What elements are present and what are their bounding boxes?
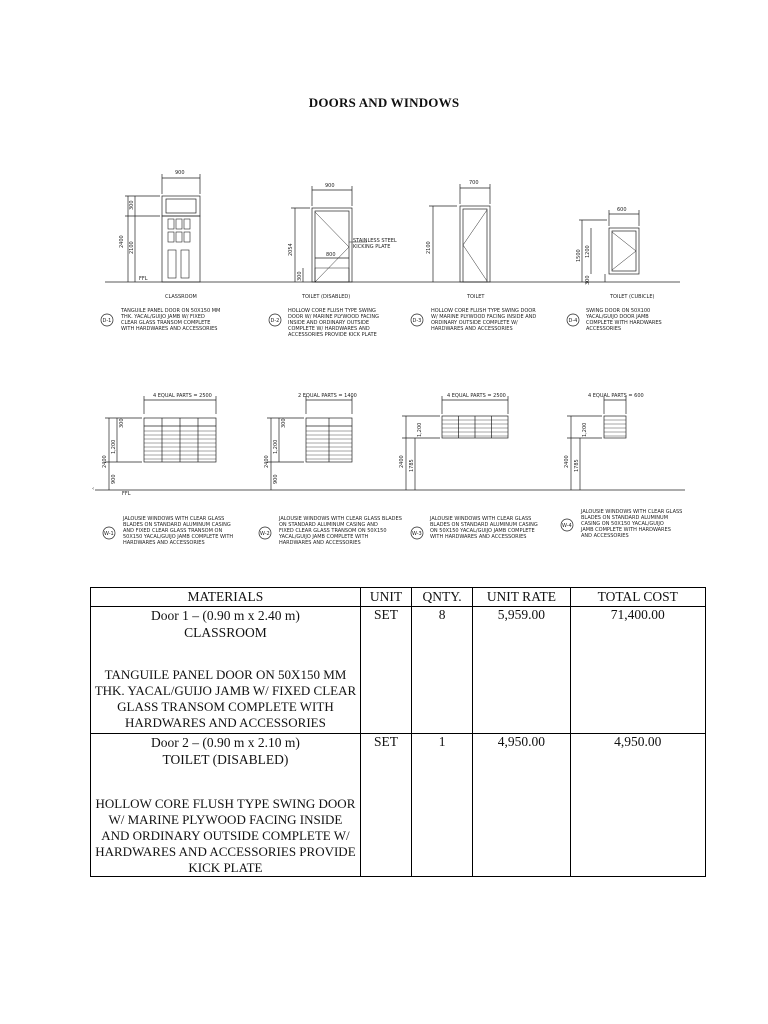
svg-text:D-3: D-3 (412, 318, 422, 324)
table-row (91, 607, 706, 734)
d4-note-2: YACAL/GUIJO DOOR JAMB (586, 314, 649, 320)
w2-note-1: JALOUSIE WINDOWS WITH CLEAR GLASS BLADES (279, 516, 402, 522)
header-total-cost: TOTAL COST (570, 588, 705, 607)
d4-note-1: SWING DOOR ON 50X100 (586, 308, 651, 314)
d3-tag (411, 314, 423, 326)
d4-bottom-dim: 300 (585, 275, 591, 285)
row-description: HOLLOW CORE FLUSH TYPE SWING DOOR W/ MARINE PLYWOOD FACING INSIDE AND ORDINARY OUTSIDE COMPLETE W/ HARDWARES AND ACCESSORIES PROVIDE KICK PLATE (95, 796, 356, 875)
d2-note-1: HOLLOW CORE FLUSH TYPE SWING (288, 308, 376, 314)
d3-note-1: HOLLOW CORE FLUSH TYPE SWING DOOR (431, 308, 536, 314)
page-title: DOORS AND WINDOWS (308, 95, 460, 110)
d1-room-label: CLASSROOM (165, 294, 197, 300)
d2-tag (269, 314, 281, 326)
w1-height-dim: 2400 (102, 455, 108, 468)
w1-ffl-label: FFL (122, 491, 131, 497)
row-materials-cell (91, 607, 361, 734)
header-unit: UNIT (360, 588, 411, 607)
w3-note-4: WITH HARDWARES AND ACCESSORIES (430, 534, 527, 540)
w4-note-3: CASING ON 50X150 YACAL/GUIJO (581, 521, 664, 527)
w4-note-1: JALOUSIE WINDOWS WITH CLEAR GLASS (581, 509, 683, 515)
d2-note-3: INSIDE AND ORDINARY OUTSIDE (288, 320, 370, 326)
d3-note-4: HARDWARES AND ACCESSORIES (431, 326, 513, 332)
row-room: CLASSROOM (184, 625, 267, 640)
d1-note-4: WITH HARDWARES AND ACCESSORIES (121, 326, 218, 332)
w2-note-5: HARDWARES AND ACCESSORIES (279, 540, 361, 546)
d1-note-3: CLEAR GLASS TRANSOM COMPLETE (121, 320, 211, 326)
header-qnty: QNTY. (412, 588, 473, 607)
w4-note-5: AND ACCESSORIES (581, 533, 629, 539)
w4-tag (561, 519, 573, 531)
d2-note-4: COMPLETE W/ HARDWARES AND (288, 326, 370, 332)
d4-inner-dim: 1200 (585, 245, 591, 258)
svg-text:D-1: D-1 (102, 318, 112, 324)
window-w2-elevation (267, 396, 352, 490)
table-row (91, 734, 706, 877)
d2-width-dim: 900 (325, 183, 335, 189)
w2-note-2: ON STANDARD ALUMINUM CASING AND (279, 522, 378, 528)
d3-note-2: W/ MARINE PLYWOOD FACING INSIDE AND (431, 314, 537, 320)
w3-note-3: ON 50X150 YACAL/GUIJO JAMB COMPLETE (430, 528, 535, 534)
d1-tag (101, 314, 113, 326)
row-materials-cell (91, 734, 361, 877)
door-d1-elevation (125, 174, 200, 282)
d3-width-dim: 700 (469, 180, 479, 186)
w2-width-dim: 2 EQUAL PARTS = 1400 (298, 393, 357, 399)
w3-note-2: BLADES ON STANDARD ALUMINUM CASING (430, 522, 538, 528)
w3-bottom-dim: 1785 (409, 459, 415, 472)
w2-top-dim: 300 (281, 418, 287, 428)
d1-ffl-label: FFL (139, 276, 148, 282)
svg-text:D-2: D-2 (270, 318, 280, 324)
w2-tag (259, 527, 271, 539)
row-unit: SET (360, 734, 411, 877)
w1-top-dim: 300 (119, 418, 125, 428)
row-qnty: 8 (412, 607, 473, 734)
w4-note-4: JAMB COMPLETE WITH HARDWARES (581, 527, 671, 533)
svg-text:‹: ‹ (92, 486, 95, 492)
w1-note-4: 50X150 YACAL/GUIJO JAMB COMPLETE WITH (123, 534, 234, 540)
row-unit: SET (360, 607, 411, 734)
d1-inner-dim: 2100 (129, 241, 135, 254)
svg-text:D-4: D-4 (568, 318, 578, 324)
w2-note-4: YACAL/GUIJO JAMB COMPLETE WITH (279, 534, 369, 540)
w1-note-2: BLADES ON STANDARD ALUMINUM CASING (123, 522, 231, 528)
d1-height-dim: 2400 (119, 235, 125, 248)
w4-mid-dim: 1,200 (582, 422, 588, 437)
d2-inner-dim: 800 (326, 252, 336, 258)
svg-text:W-1: W-1 (104, 531, 114, 537)
row-item-title: Door 2 – (0.90 m x 2.10 m) (151, 735, 300, 750)
w1-tag (103, 527, 115, 539)
svg-text:W-2: W-2 (260, 531, 270, 537)
d1-top-dim: 300 (129, 200, 135, 210)
window-w3-elevation (402, 396, 508, 490)
w3-mid-dim: 1,200 (417, 422, 423, 437)
svg-text:W-3: W-3 (412, 531, 422, 537)
window-w1-elevation (105, 396, 216, 490)
table-header-row (91, 588, 706, 607)
row-description: TANGUILE PANEL DOOR ON 50X150 MM THK. YACAL/GUIJO JAMB W/ FIXED CLEAR GLASS TRANSOM COMPLETE WITH HARDWARES AND ACCESSORIES (94, 667, 357, 730)
door-d2-elevation (291, 186, 367, 282)
w4-bottom-dim: 1785 (574, 459, 580, 472)
row-total-cost: 4,950.00 (570, 734, 705, 877)
d2-height-dim: 2054 (288, 243, 294, 256)
w3-tag (411, 527, 423, 539)
row-total-cost: 71,400.00 (570, 607, 705, 734)
w3-height-dim: 2400 (399, 455, 405, 468)
d3-height-dim: 2100 (426, 241, 432, 254)
header-materials: MATERIALS (91, 588, 361, 607)
w2-height-dim: 2400 (264, 455, 270, 468)
w1-note-3: AND FIXED CLEAR GLASS TRANSOM ON (123, 528, 223, 534)
w1-note-1: JALOUSIE WINDOWS WITH CLEAR GLASS (123, 516, 225, 522)
d1-note-2: THK. YACAL/GUIJO JAMB W/ FIXED (121, 314, 205, 320)
d2-note-2: DOOR W/ MARINE PLYWOOD FACING (288, 314, 379, 320)
d2-note-5: ACCESSORIES PROVIDE KICK PLATE (288, 332, 377, 338)
w1-bottom-dim: 900 (111, 474, 117, 484)
w2-bottom-dim: 900 (273, 474, 279, 484)
w4-note-2: BLADES ON STANDARD ALUMINUM (581, 515, 669, 521)
d2-callout-2: KICKING PLATE (353, 244, 391, 250)
w3-note-1: JALOUSIE WINDOWS WITH CLEAR GLASS (430, 516, 532, 522)
d4-height-dim: 1500 (576, 249, 582, 262)
d4-width-dim: 600 (617, 207, 627, 213)
d4-note-4: ACCESSORIES (586, 326, 622, 332)
bill-of-quantities-table (90, 587, 706, 877)
d2-callout-1: STAINLESS STEEL (353, 238, 397, 244)
row-unit-rate: 4,950.00 (473, 734, 570, 877)
w1-note-5: HARDWARES AND ACCESSORIES (123, 540, 205, 546)
w3-width-dim: 4 EQUAL PARTS = 2500 (447, 393, 506, 399)
d1-width-dim: 900 (175, 170, 185, 176)
d4-tag (567, 314, 579, 326)
w4-width-dim: 4 EQUAL PARTS = 600 (588, 393, 644, 399)
w1-mid-dim: 1,200 (111, 439, 117, 454)
d2-room-label: TOILET (DISABLED) (302, 294, 351, 300)
header-unit-rate: UNIT RATE (473, 588, 570, 607)
d4-room-label: TOILET (CUBICLE) (610, 294, 655, 300)
window-w4-elevation (567, 396, 626, 490)
d1-note-1: TANGUILE PANEL DOOR ON 50X150 MM (121, 308, 221, 314)
door-d3-elevation (429, 184, 490, 282)
w2-mid-dim: 1,200 (273, 439, 279, 454)
w2-note-3: FIXED CLEAR GLASS TRANSOM ON 50X150 (279, 528, 387, 534)
row-qnty: 1 (412, 734, 473, 877)
d4-note-3: COMPLETE WITH HARDWARES (586, 320, 662, 326)
w4-height-dim: 2400 (564, 455, 570, 468)
svg-text:W-4: W-4 (562, 523, 572, 529)
row-room: TOILET (DISABLED) (162, 752, 289, 767)
d2-kick-dim: 300 (297, 271, 303, 281)
w1-width-dim: 4 EQUAL PARTS = 2500 (153, 393, 212, 399)
row-item-title: Door 1 – (0.90 m x 2.40 m) (151, 608, 300, 623)
architectural-drawing (92, 150, 685, 560)
row-unit-rate: 5,959.00 (473, 607, 570, 734)
d3-note-3: ORDINARY OUTSIDE COMPLETE W/ (431, 320, 518, 326)
d3-room-label: TOILET (467, 294, 485, 300)
